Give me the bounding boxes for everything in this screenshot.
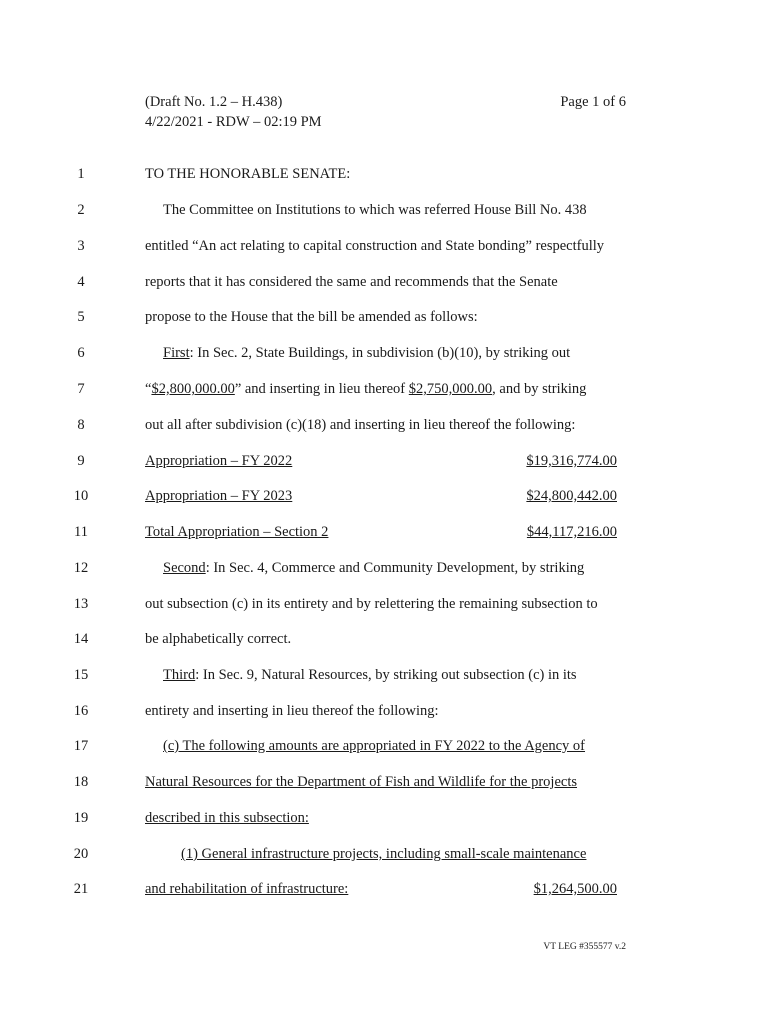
document-line [0, 842, 770, 866]
draft-header [145, 92, 322, 132]
document-line [0, 627, 770, 651]
line-number: 15 [73, 667, 89, 683]
line-number: 6 [77, 345, 85, 361]
document-line [0, 556, 770, 580]
document-line [0, 198, 770, 222]
line-number: 9 [77, 453, 85, 469]
document-line [0, 377, 770, 401]
line-text: out subsection (c) in its entirety and by relettering the remaining subsection to [145, 596, 598, 612]
line-text [163, 556, 584, 580]
document-line [0, 592, 770, 616]
line-text: propose to the House that the bill be amended as follows: [145, 309, 478, 325]
line-number: 19 [73, 810, 89, 826]
appropriation-amount: $44,117,216.00 [526, 524, 617, 540]
line-number: 16 [73, 703, 89, 719]
line-text [163, 663, 577, 687]
line-text [145, 377, 586, 401]
document-footer: VT LEG #355577 v.2 [543, 942, 626, 952]
line-number: 11 [74, 524, 88, 540]
amendment-label: Second [163, 560, 206, 576]
line-text: entitled “An act relating to capital construction and State bonding” respectfully [145, 238, 605, 254]
appropriation-label: Appropriation – FY 2022 [145, 453, 293, 469]
line-text: TO THE HONORABLE SENATE: [145, 166, 351, 182]
inserted-text: (c) The following amounts are appropriated in FY 2022 to the Agency of [163, 738, 586, 754]
line-text [163, 341, 570, 365]
document-line [0, 734, 770, 758]
line-number: 17 [73, 738, 89, 754]
line-text: be alphabetically correct. [145, 631, 292, 647]
document-line [0, 162, 770, 186]
line-text: reports that it has considered the same and recommends that the Senate [145, 274, 558, 290]
appropriation-amount: $19,316,774.00 [526, 453, 617, 469]
page-number: Page 1 of 6 [560, 94, 626, 110]
draft-date: 4/22/2021 - RDW – 02:19 PM [145, 114, 322, 130]
appropriation-row [0, 877, 770, 901]
line-text: The Committee on Institutions to which was referred House Bill No. 438 [163, 202, 587, 218]
amendment-text: : In Sec. 2, State Buildings, in subdivision (b)(10), by striking out [189, 345, 571, 361]
line-number: 14 [73, 631, 89, 647]
inserted-text: Natural Resources for the Department of Fish and Wildlife for the projects [145, 774, 578, 790]
struck-amount: $2,800,000.00 [151, 381, 235, 397]
document-line [0, 413, 770, 437]
appropriation-row [0, 449, 770, 473]
amendment-label: Third [163, 667, 196, 683]
line-number: 10 [73, 488, 89, 504]
document-line [0, 663, 770, 687]
open-quote: “ [145, 381, 152, 397]
inserted-text: and rehabilitation of infrastructure: [145, 881, 349, 897]
line-number: 2 [77, 202, 85, 218]
document-line [0, 341, 770, 365]
line-number: 7 [77, 381, 85, 397]
line-number: 4 [77, 274, 85, 290]
line-number: 1 [77, 166, 85, 182]
document-line [0, 770, 770, 794]
appropriation-row [0, 520, 770, 544]
line-number: 21 [73, 881, 89, 897]
appropriation-amount: $24,800,442.00 [526, 488, 617, 504]
inserted-text: described in this subsection: [145, 810, 309, 826]
document-line [0, 270, 770, 294]
line-number: 20 [73, 846, 89, 862]
line-number: 13 [73, 596, 89, 612]
line-text-mid: ” and inserting in lieu thereof [234, 381, 409, 397]
line-number: 12 [73, 560, 89, 576]
appropriation-row [0, 484, 770, 508]
appropriation-amount: $1,264,500.00 [533, 881, 617, 897]
document-line [0, 699, 770, 723]
document-line [0, 806, 770, 830]
line-text-tail: , and by striking [492, 381, 587, 397]
amendment-text: : In Sec. 4, Commerce and Community Development, by striking [205, 560, 585, 576]
inserted-amount: $2,750,000.00 [408, 381, 493, 397]
appropriation-label: Total Appropriation – Section 2 [145, 524, 329, 540]
appropriation-label: Appropriation – FY 2023 [145, 488, 293, 504]
line-number: 5 [77, 309, 85, 325]
line-number: 8 [77, 417, 85, 433]
line-text: out all after subdivision (c)(18) and inserting in lieu thereof the following: [145, 417, 576, 433]
amendment-text: : In Sec. 9, Natural Resources, by striking out subsection (c) in its [195, 667, 577, 683]
document-line [0, 234, 770, 258]
line-number: 3 [77, 238, 85, 254]
inserted-text: (1) General infrastructure projects, including small-scale maintenance [181, 846, 587, 862]
amendment-label: First [163, 345, 190, 361]
document-line [0, 305, 770, 329]
line-text: entirety and inserting in lieu thereof the following: [145, 703, 439, 719]
draft-number: (Draft No. 1.2 – H.438) [145, 94, 283, 110]
line-number: 18 [73, 774, 89, 790]
